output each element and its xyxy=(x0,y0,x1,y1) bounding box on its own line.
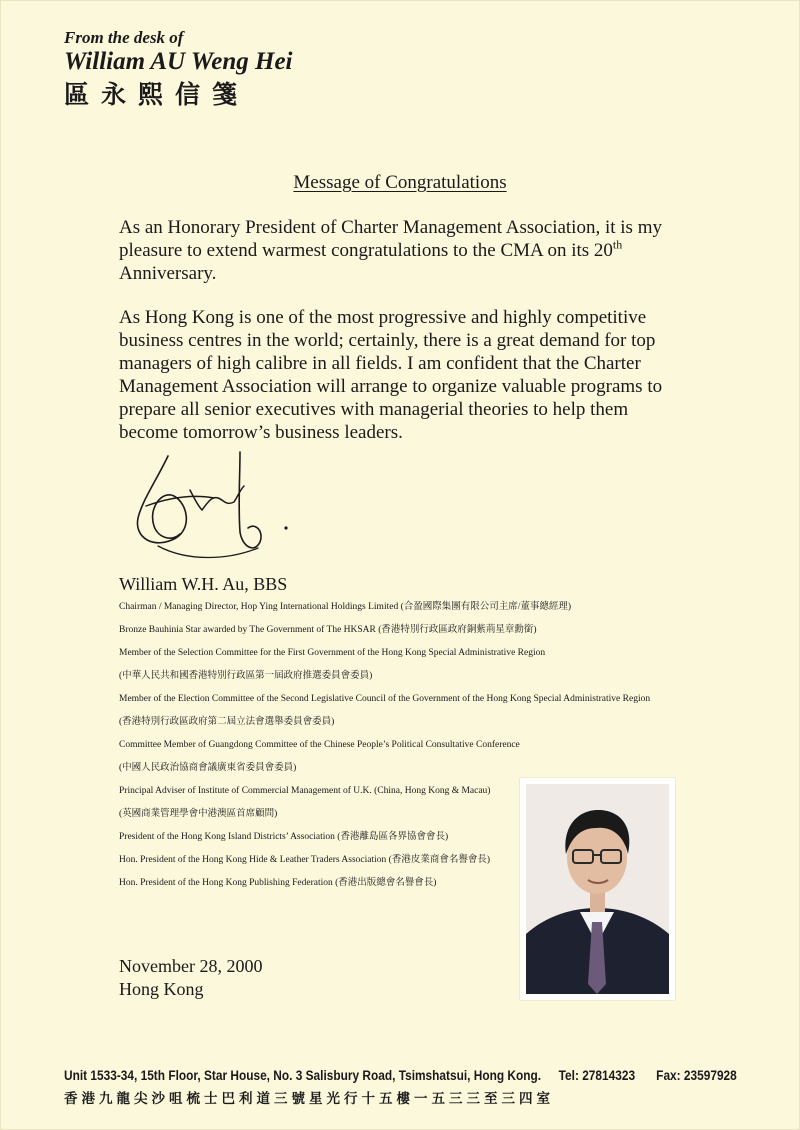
handwritten-signature xyxy=(128,446,308,566)
title-line: Bronze Bauhinia Star awarded by The Government of The HKSAR (香港特別行政區政府銅紫荊星章勳銜) xyxy=(119,625,537,635)
title-line: (中國人民政治協商會議廣東省委員會委員) xyxy=(119,763,297,773)
title-line: (中華人民共和國香港特別行政區第一屆政府推選委員會委員) xyxy=(119,671,373,681)
portrait-photo xyxy=(520,778,675,1000)
title-line: (英國商業管理學會中港澳區首席顧問) xyxy=(119,809,278,819)
letter-date-block xyxy=(119,955,262,1001)
letter-date: November 28, 2000 xyxy=(119,956,263,976)
paragraph-2: As Hong Kong is one of the most progressive and highly competitive business centres in the world; certainly, there is a great demand for top managers of high calibre in all fields. I am confident that the Charter Management Association will arrange to organize valuable programs to prepare all senior executives with managerial theories to help them become tomorrow’s business leaders. xyxy=(119,307,663,443)
portrait-illustration xyxy=(526,784,669,994)
paragraph-1-superscript: th xyxy=(612,237,623,252)
paragraph-1-text: As an Honorary President of Charter Management Association, it is my pleasure to extend warmest congratulations to the CMA on its 20 xyxy=(119,217,662,261)
message-title xyxy=(0,172,800,194)
title-line: (香港特別行政區政府第二屆立法會選舉委員會委員) xyxy=(119,717,335,727)
title-line: Principal Adviser of Institute of Commercial Management of U.K. (China, Hong Kong & Macau) xyxy=(119,786,491,796)
title-line: Chairman / Managing Director, Hop Ying International Holdings Limited (合盈國際集團有限公司主席/董事總經理) xyxy=(119,602,572,612)
footer-address: Unit 1533-34, 15th Floor, Star House, No. 3 Salisbury Road, Tsimshatsui, Hong Kong. xyxy=(64,1068,542,1083)
footer-address-line xyxy=(64,1068,737,1083)
footer xyxy=(64,1068,744,1107)
footer-address-chinese: 香港九龍尖沙咀梳士巴利道三號星光行十五樓一五三三至三四室 xyxy=(64,1091,554,1107)
paragraph-1 xyxy=(119,216,679,285)
message-title-text: Message of Congratulations xyxy=(293,172,507,193)
title-line: Committee Member of Guangdong Committee of the Chinese People’s Political Consultative Conference xyxy=(119,740,520,750)
footer-fax: Fax: 23597928 xyxy=(656,1068,737,1083)
letterhead xyxy=(64,28,293,112)
footer-tel: Tel: 27814323 xyxy=(558,1068,636,1083)
letter-place: Hong Kong xyxy=(119,979,204,999)
title-line: Member of the Selection Committee for the First Government of the Hong Kong Special Administrative Region xyxy=(119,648,546,658)
title-line: Member of the Election Committee of the Second Legislative Council of the Government of the Hong Kong Special Administrative Region xyxy=(119,694,651,704)
letterhead-chinese-name: 區永熙信箋 xyxy=(64,80,250,109)
title-line: President of the Hong Kong Island Districts’ Association (香港離島區各界協會會長) xyxy=(119,832,449,842)
title-line: Hon. President of the Hong Kong Publishing Federation (香港出版總會名譽會長) xyxy=(119,878,437,888)
paragraph-1-end: Anniversary. xyxy=(119,263,217,284)
letterhead-from: From the desk of xyxy=(64,28,184,47)
letterhead-name: William AU Weng Hei xyxy=(64,48,293,75)
signatory-name: William W.H. Au, BBS xyxy=(119,574,288,594)
title-line: Hon. President of the Hong Kong Hide & Leather Traders Association (香港皮業商會名譽會長) xyxy=(119,855,490,865)
